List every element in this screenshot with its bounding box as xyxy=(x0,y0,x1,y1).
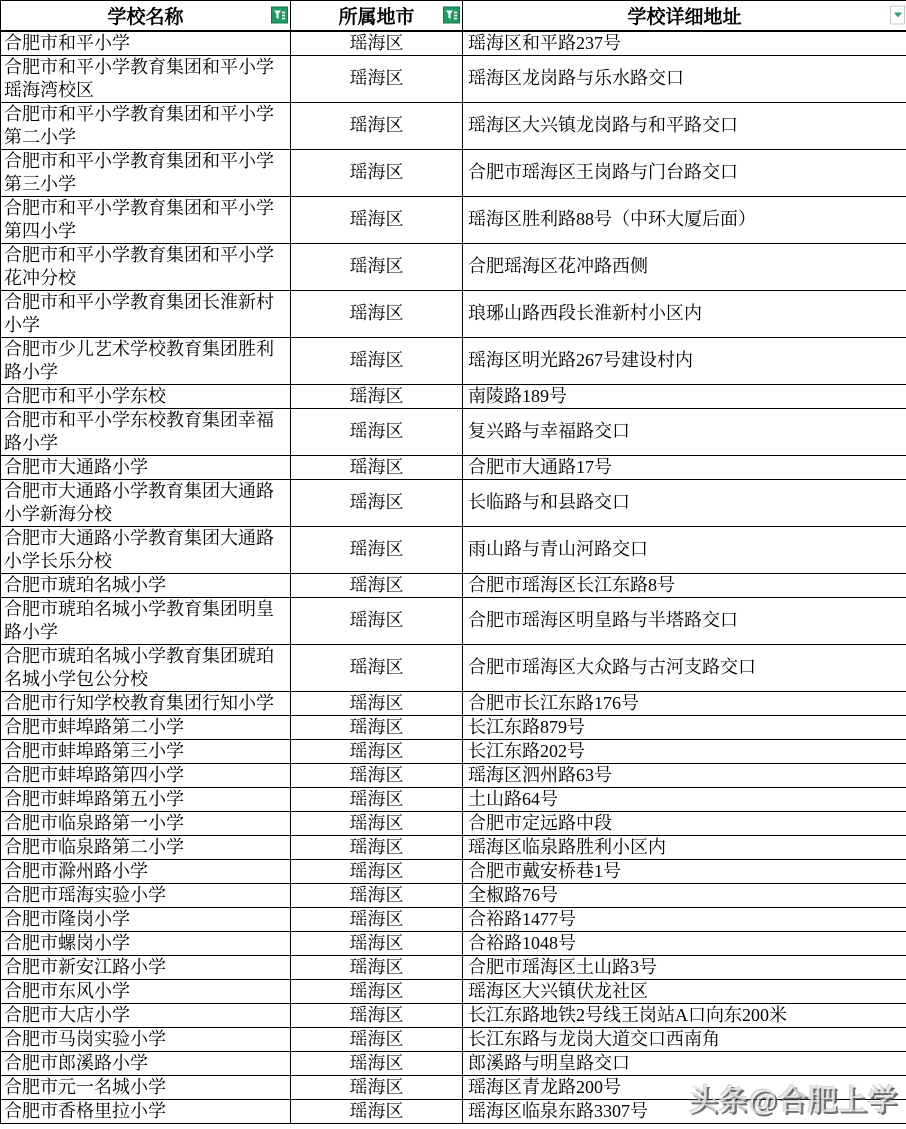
cell-district[interactable]: 瑶海区 xyxy=(291,1027,463,1051)
cell-address[interactable]: 合肥市长江东路176号 xyxy=(463,691,906,715)
cell-school-name[interactable]: 合肥市临泉路第二小学 xyxy=(1,835,291,859)
table-row xyxy=(1,955,906,979)
cell-address[interactable]: 合肥市大通路17号 xyxy=(463,455,906,479)
cell-district[interactable]: 瑶海区 xyxy=(291,149,463,196)
cell-district[interactable]: 瑶海区 xyxy=(291,573,463,597)
cell-district[interactable]: 瑶海区 xyxy=(291,1051,463,1075)
cell-district[interactable]: 瑶海区 xyxy=(291,408,463,455)
cell-district[interactable]: 瑶海区 xyxy=(291,883,463,907)
table-row xyxy=(1,1027,906,1051)
cell-address[interactable]: 长江东路与龙岗大道交口西南角 xyxy=(463,1027,906,1051)
cell-address[interactable]: 瑶海区临泉东路3307号 xyxy=(463,1099,906,1123)
header-row xyxy=(1,1,906,31)
table-row xyxy=(1,31,906,56)
cell-address[interactable]: 瑶海区大兴镇伏龙社区 xyxy=(463,979,906,1003)
cell-school-name[interactable]: 合肥市元一名城小学 xyxy=(1,1075,291,1099)
table-row xyxy=(1,1003,906,1027)
cell-address[interactable]: 长江东路202号 xyxy=(463,739,906,763)
cell-address[interactable]: 全椒路76号 xyxy=(463,883,906,907)
col-header-address-label: 学校详细地址 xyxy=(627,6,742,28)
cell-school-name[interactable]: 合肥市蚌埠路第二小学 xyxy=(1,715,291,739)
cell-address[interactable]: 琅琊山路西段长淮新村小区内 xyxy=(463,290,906,337)
table-body xyxy=(1,31,906,1124)
cell-district[interactable]: 瑶海区 xyxy=(291,597,463,644)
table-row xyxy=(1,243,906,290)
cell-district[interactable]: 瑶海区 xyxy=(291,739,463,763)
cell-school-name[interactable]: 合肥市螺岗小学 xyxy=(1,931,291,955)
cell-school-name[interactable]: 合肥市东风小学 xyxy=(1,979,291,1003)
table-row xyxy=(1,691,906,715)
cell-address[interactable]: 土山路64号 xyxy=(463,787,906,811)
cell-school-name[interactable]: 合肥市大通路小学教育集团大通路小学长乐分校 xyxy=(1,526,291,573)
table-row xyxy=(1,979,906,1003)
table-row xyxy=(1,479,906,526)
cell-address[interactable]: 复兴路与幸福路交口 xyxy=(463,408,906,455)
table-row xyxy=(1,196,906,243)
table-row xyxy=(1,337,906,384)
cell-district[interactable]: 瑶海区 xyxy=(291,787,463,811)
cell-school-name[interactable]: 合肥市蚌埠路第五小学 xyxy=(1,787,291,811)
cell-district[interactable]: 瑶海区 xyxy=(291,644,463,691)
table-row xyxy=(1,573,906,597)
table-row xyxy=(1,835,906,859)
table-row xyxy=(1,859,906,883)
cell-school-name[interactable]: 合肥市琥珀名城小学教育集团琥珀名城小学包公分校 xyxy=(1,644,291,691)
cell-school-name[interactable]: 合肥市和平小学 xyxy=(1,31,291,56)
cell-district[interactable]: 瑶海区 xyxy=(291,55,463,102)
cell-address[interactable]: 合肥市瑶海区王岗路与门台路交口 xyxy=(463,149,906,196)
col-header-school-name-label: 学校名称 xyxy=(107,6,184,28)
cell-address[interactable]: 瑶海区明光路267号建设村内 xyxy=(463,337,906,384)
cell-school-name[interactable]: 合肥市香格里拉小学 xyxy=(1,1099,291,1123)
cell-school-name[interactable]: 合肥市新安江路小学 xyxy=(1,955,291,979)
cell-address[interactable]: 合肥市戴安桥巷1号 xyxy=(463,859,906,883)
table-row xyxy=(1,787,906,811)
table-row xyxy=(1,1051,906,1075)
cell-district[interactable]: 瑶海区 xyxy=(291,811,463,835)
cell-district[interactable]: 瑶海区 xyxy=(291,290,463,337)
cell-district[interactable]: 瑶海区 xyxy=(291,384,463,408)
col-header-district-label: 所属地市 xyxy=(338,6,415,28)
table-row xyxy=(1,597,906,644)
cell-address[interactable]: 瑶海区大兴镇龙岗路与和平路交口 xyxy=(463,102,906,149)
funnel-filter-icon[interactable] xyxy=(443,7,460,24)
cell-school-name[interactable]: 合肥市大通路小学教育集团大通路小学新海分校 xyxy=(1,479,291,526)
cell-district[interactable]: 瑶海区 xyxy=(291,479,463,526)
cell-address[interactable]: 瑶海区青龙路200号 xyxy=(463,1075,906,1099)
table-row xyxy=(1,907,906,931)
cell-school-name[interactable]: 合肥市琥珀名城小学 xyxy=(1,573,291,597)
cell-district[interactable]: 瑶海区 xyxy=(291,715,463,739)
col-header-address[interactable] xyxy=(463,1,906,31)
cell-district[interactable]: 瑶海区 xyxy=(291,31,463,56)
cell-address[interactable]: 合肥市瑶海区土山路3号 xyxy=(463,955,906,979)
col-header-school-name[interactable] xyxy=(1,1,291,31)
cell-address[interactable]: 长江东路地铁2号线王岗站A口向东200米 xyxy=(463,1003,906,1027)
cell-district[interactable]: 瑶海区 xyxy=(291,955,463,979)
cell-address[interactable]: 合肥瑶海区花冲路西侧 xyxy=(463,243,906,290)
cell-address[interactable]: 合肥市瑶海区长江东路8号 xyxy=(463,573,906,597)
table-row xyxy=(1,931,906,955)
table-row xyxy=(1,408,906,455)
table-row xyxy=(1,290,906,337)
cell-district[interactable]: 瑶海区 xyxy=(291,526,463,573)
cell-district[interactable]: 瑶海区 xyxy=(291,102,463,149)
table-row xyxy=(1,763,906,787)
cell-address[interactable]: 南陵路189号 xyxy=(463,384,906,408)
cell-district[interactable]: 瑶海区 xyxy=(291,931,463,955)
cell-address[interactable]: 长江东路879号 xyxy=(463,715,906,739)
cell-school-name[interactable]: 合肥市蚌埠路第四小学 xyxy=(1,763,291,787)
cell-school-name[interactable]: 合肥市大通路小学 xyxy=(1,455,291,479)
cell-district[interactable]: 瑶海区 xyxy=(291,691,463,715)
dropdown-arrow-icon[interactable] xyxy=(890,6,905,25)
cell-school-name[interactable]: 合肥市少儿艺术学校教育集团胜利路小学 xyxy=(1,337,291,384)
cell-school-name[interactable]: 合肥市滁州路小学 xyxy=(1,859,291,883)
cell-school-name[interactable]: 合肥市和平小学教育集团和平小学第二小学 xyxy=(1,102,291,149)
table-row xyxy=(1,811,906,835)
cell-school-name[interactable]: 合肥市行知学校教育集团行知小学 xyxy=(1,691,291,715)
cell-address[interactable]: 瑶海区胜利路88号（中环大厦后面） xyxy=(463,196,906,243)
table-row xyxy=(1,1099,906,1123)
cell-school-name[interactable]: 合肥市和平小学东校 xyxy=(1,384,291,408)
cell-address[interactable]: 合裕路1477号 xyxy=(463,907,906,931)
col-header-district[interactable] xyxy=(291,1,463,31)
cell-school-name[interactable]: 合肥市和平小学东校教育集团幸福路小学 xyxy=(1,408,291,455)
table-row xyxy=(1,102,906,149)
table-row xyxy=(1,455,906,479)
cell-school-name[interactable]: 合肥市和平小学教育集团和平小学第四小学 xyxy=(1,196,291,243)
cell-address[interactable]: 瑶海区和平路237号 xyxy=(463,31,906,56)
cell-address[interactable]: 合肥市瑶海区大众路与古河支路交口 xyxy=(463,644,906,691)
table-row xyxy=(1,526,906,573)
cell-school-name[interactable]: 合肥市郎溪路小学 xyxy=(1,1051,291,1075)
cell-school-name[interactable]: 合肥市临泉路第一小学 xyxy=(1,811,291,835)
cell-address[interactable]: 雨山路与青山河路交口 xyxy=(463,526,906,573)
cell-address[interactable]: 郎溪路与明皇路交口 xyxy=(463,1051,906,1075)
cell-district[interactable]: 瑶海区 xyxy=(291,1003,463,1027)
cell-school-name[interactable]: 合肥市蚌埠路第三小学 xyxy=(1,739,291,763)
cell-school-name[interactable]: 合肥市和平小学教育集团长淮新村小学 xyxy=(1,290,291,337)
table-row xyxy=(1,384,906,408)
cell-school-name[interactable]: 合肥市马岗实验小学 xyxy=(1,1027,291,1051)
table-row xyxy=(1,883,906,907)
cell-school-name[interactable]: 合肥市大店小学 xyxy=(1,1003,291,1027)
cell-school-name[interactable]: 合肥市和平小学教育集团和平小学花冲分校 xyxy=(1,243,291,290)
cell-district[interactable]: 瑶海区 xyxy=(291,907,463,931)
funnel-filter-icon[interactable] xyxy=(271,7,288,24)
cell-address[interactable]: 合肥市定远路中段 xyxy=(463,811,906,835)
cell-district[interactable]: 瑶海区 xyxy=(291,835,463,859)
cell-address[interactable]: 合裕路1048号 xyxy=(463,931,906,955)
table-row xyxy=(1,644,906,691)
watermark: 头条@合肥上学 xyxy=(688,1085,898,1117)
cell-district[interactable]: 瑶海区 xyxy=(291,243,463,290)
cell-district[interactable]: 瑶海区 xyxy=(291,455,463,479)
cell-district[interactable]: 瑶海区 xyxy=(291,1075,463,1099)
table-row xyxy=(1,149,906,196)
cell-school-name[interactable]: 合肥市瑶海实验小学 xyxy=(1,883,291,907)
cell-school-name[interactable]: 合肥市和平小学教育集团和平小学瑶海湾校区 xyxy=(1,55,291,102)
table-row xyxy=(1,715,906,739)
cell-district[interactable]: 瑶海区 xyxy=(291,196,463,243)
cell-school-name[interactable]: 合肥市和平小学教育集团和平小学第三小学 xyxy=(1,149,291,196)
cell-address[interactable]: 瑶海区临泉路胜利小区内 xyxy=(463,835,906,859)
cell-school-name[interactable]: 合肥市琥珀名城小学教育集团明皇路小学 xyxy=(1,597,291,644)
cell-address[interactable]: 长临路与和县路交口 xyxy=(463,479,906,526)
cell-district[interactable]: 瑶海区 xyxy=(291,763,463,787)
table-row xyxy=(1,55,906,102)
cell-address[interactable]: 瑶海区龙岗路与乐水路交口 xyxy=(463,55,906,102)
cell-school-name[interactable]: 合肥市隆岗小学 xyxy=(1,907,291,931)
cell-address[interactable]: 合肥市瑶海区明皇路与半塔路交口 xyxy=(463,597,906,644)
cell-address[interactable]: 瑶海区泗州路63号 xyxy=(463,763,906,787)
cell-district[interactable]: 瑶海区 xyxy=(291,979,463,1003)
table-row xyxy=(1,739,906,763)
cell-district[interactable]: 瑶海区 xyxy=(291,1099,463,1123)
cell-district[interactable]: 瑶海区 xyxy=(291,337,463,384)
table-row xyxy=(1,1075,906,1099)
cell-district[interactable]: 瑶海区 xyxy=(291,859,463,883)
